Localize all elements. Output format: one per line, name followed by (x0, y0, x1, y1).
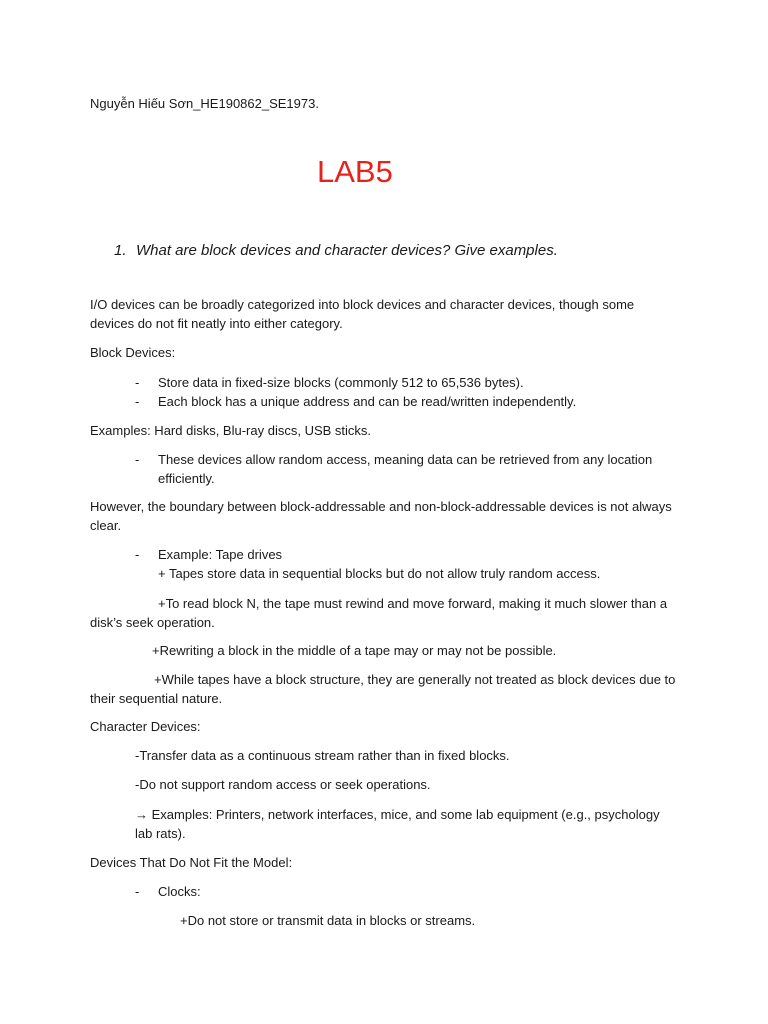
block-random-access: These devices allow random access, meaning data can be retrieved from any location efficiently. (158, 452, 653, 486)
intro-paragraph: I/O devices can be broadly categorized into block devices and character devices, though some devices do not fit neatly into either category. (90, 297, 635, 331)
clocks-point: +Do not store or transmit data in blocks or streams. (180, 913, 476, 928)
tape-point-rewind: +To read block N, the tape must rewind and move forward, making it much slower than a disk’s seek operation. (90, 596, 668, 630)
block-item-unique-address: Each block has a unique address and can be read/written independently. (158, 394, 577, 409)
block-examples: Examples: Hard disks, Blu-ray discs, USB sticks. (90, 423, 372, 438)
tape-point-structure: +While tapes have a block structure, they are generally not treated as block devices due to their sequential nature. (90, 672, 676, 706)
bullet-dash: - (135, 547, 140, 562)
bullet-dash: - (135, 394, 140, 409)
char-item-examples: → Examples: Printers, network interfaces, mice, and some lab equipment (e.g., psychology lab rats). (135, 807, 660, 841)
bullet-dash: - (135, 884, 140, 899)
question-number: 1. (114, 242, 127, 259)
tape-point-sequential: + Tapes store data in sequential blocks but do not allow truly random access. (158, 566, 601, 581)
question-heading (114, 240, 558, 262)
char-item-stream: -Transfer data as a continuous stream rather than in fixed blocks. (135, 748, 510, 763)
author-line: Nguyễn Hiếu Sơn_HE190862_SE1973. (90, 96, 319, 111)
question-text: What are block devices and character devices? Give examples. (136, 242, 558, 259)
bullet-dash: - (135, 452, 140, 467)
boundary-paragraph: However, the boundary between block-addressable and non-block-addressable devices is not always clear. (90, 499, 672, 533)
bullet-dash: - (135, 375, 140, 390)
block-item-fixed-size: Store data in fixed-size blocks (commonly 512 to 65,536 bytes). (158, 375, 524, 390)
char-item-no-seek: -Do not support random access or seek operations. (135, 777, 431, 792)
tape-example: Example: Tape drives (158, 547, 283, 562)
page-title: LAB5 (317, 154, 393, 189)
tape-point-rewriting: +Rewriting a block in the middle of a tape may or may not be possible. (152, 643, 557, 658)
clocks-item: Clocks: (158, 884, 201, 899)
character-devices-heading: Character Devices: (90, 719, 201, 734)
block-devices-heading: Block Devices: (90, 345, 176, 360)
other-devices-heading: Devices That Do Not Fit the Model: (90, 855, 293, 870)
